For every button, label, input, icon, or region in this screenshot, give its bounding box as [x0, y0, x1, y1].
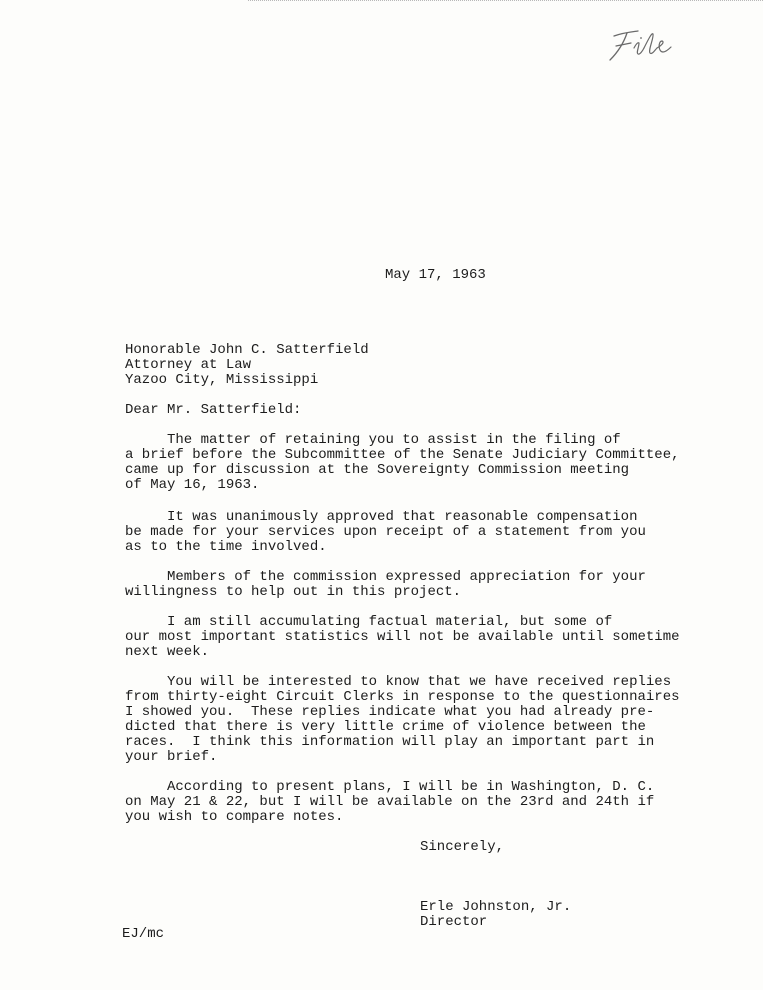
paragraph-1: [125, 433, 735, 493]
signature-block: [420, 900, 571, 930]
paragraph-3: [125, 570, 735, 600]
paragraph-line: be made for your services upon receipt of a statement from you: [125, 524, 646, 540]
sender-title: Director: [420, 914, 488, 930]
sender-name: Erle Johnston, Jr.: [420, 899, 572, 915]
paragraph-line: a brief before the Subcommittee of the Senate Judiciary Committee,: [125, 447, 680, 463]
paragraph-line: I am still accumulating factual material, but some of: [125, 614, 613, 630]
paragraph-2: [125, 510, 735, 555]
paragraph-6: [125, 780, 735, 825]
paragraph-line: The matter of retaining you to assist in the filing of: [125, 432, 621, 448]
paragraph-line: dicted that there is very little crime of violence between the: [125, 719, 646, 735]
paragraph-line: I showed you. These replies indicate what you had already pre-: [125, 704, 655, 720]
paragraph-line: your brief.: [125, 749, 218, 765]
paragraph-line: According to present plans, I will be in Washington, D. C.: [125, 779, 655, 795]
paragraph-5: [125, 675, 735, 765]
recipient-address: [125, 343, 369, 388]
paragraph-line: Members of the commission expressed appreciation for your: [125, 569, 646, 585]
paragraph-line: you wish to compare notes.: [125, 809, 344, 825]
paragraph-line: of May 16, 1963.: [125, 477, 260, 493]
paragraph-line: our most important statistics will not be available until sometime: [125, 629, 680, 645]
scan-top-edge: [248, 0, 763, 1]
paragraph-4: [125, 615, 735, 660]
paragraph-line: next week.: [125, 644, 210, 660]
paragraph-line: races. I think this information will play an important part in: [125, 734, 655, 750]
recipient-name: Honorable John C. Satterfield: [125, 342, 369, 358]
paragraph-line: on May 21 & 22, but I will be available on the 23rd and 24th if: [125, 794, 655, 810]
paragraph-line: from thirty-eight Circuit Clerks in response to the questionnaires: [125, 689, 680, 705]
paragraph-line: It was unanimously approved that reasonable compensation: [125, 509, 638, 525]
letter-date: May 17, 1963: [385, 267, 486, 283]
paragraph-line: as to the time involved.: [125, 539, 327, 555]
paragraph-line: You will be interested to know that we have received replies: [125, 674, 672, 690]
closing: Sincerely,: [420, 839, 505, 855]
typist-initials: EJ/mc: [122, 926, 165, 942]
paragraph-line: came up for discussion at the Sovereignty Commission meeting: [125, 462, 630, 478]
recipient-location: Yazoo City, Mississippi: [125, 372, 319, 388]
paragraph-line: willingness to help out in this project.: [125, 584, 462, 600]
recipient-title: Attorney at Law: [125, 357, 252, 373]
handwritten-file-note: [600, 22, 680, 68]
salutation: Dear Mr. Satterfield:: [125, 402, 302, 418]
